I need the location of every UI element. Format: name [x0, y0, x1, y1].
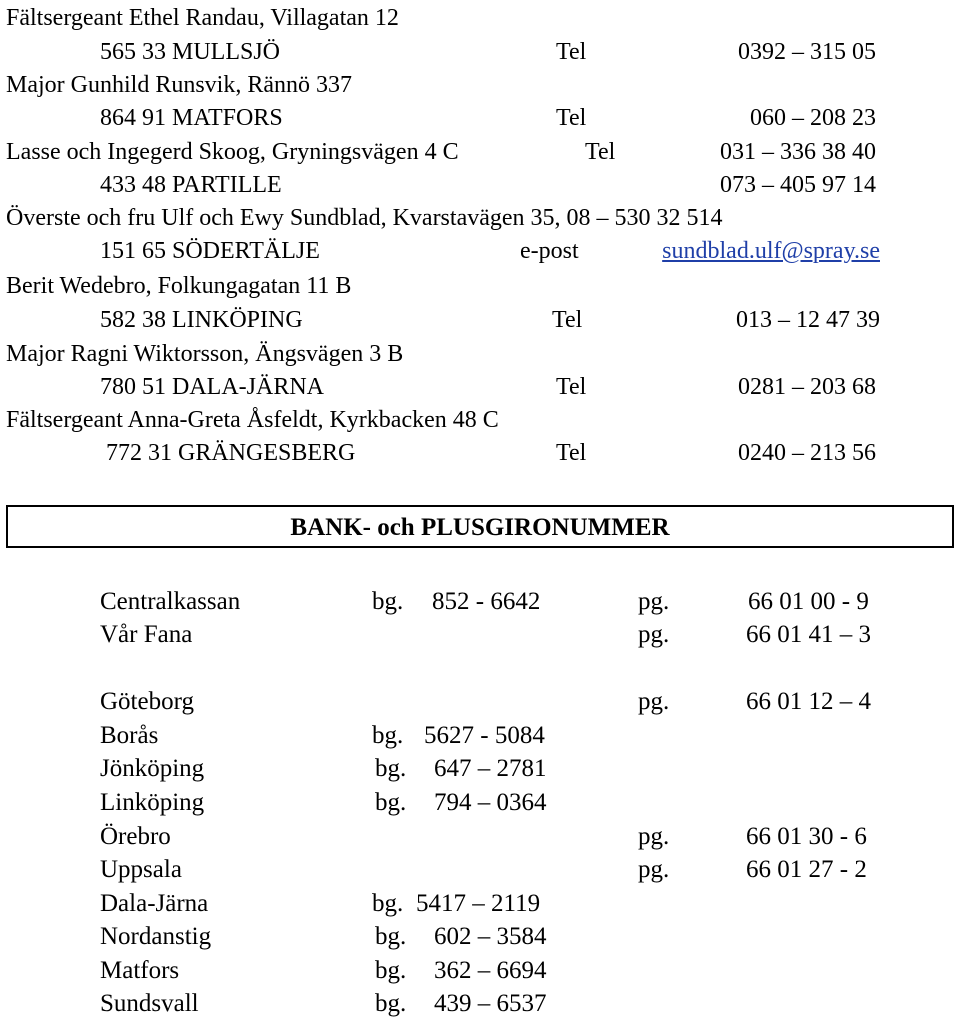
contact-phone-label: Tel	[556, 440, 587, 466]
bankgiro-label: bg.	[372, 722, 404, 749]
bankgiro-number: 5627 - 5084	[424, 722, 545, 749]
contact-phone: 0392 – 315 05	[738, 39, 876, 65]
contact-name-line: Berit Wedebro, Folkungagatan 11 B	[6, 273, 352, 299]
bankgiro-number: 794 – 0364	[434, 789, 547, 816]
contact-postal: 780 51 DALA-JÄRNA	[100, 374, 324, 400]
contact-email-label: e-post	[520, 238, 579, 264]
contact-postal: 433 48 PARTILLE	[100, 172, 282, 198]
account-name: Linköping	[100, 789, 205, 816]
bankgiro-number: 852 - 6642	[432, 588, 541, 615]
section-banner	[6, 505, 954, 548]
bankgiro-label: bg.	[375, 957, 407, 984]
account-name: Örebro	[100, 823, 171, 850]
contact-mobile: 073 – 405 97 14	[720, 172, 876, 198]
contact-name-line: Major Ragni Wiktorsson, Ängsvägen 3 B	[6, 341, 404, 367]
plusgiro-number: 66 01 27 - 2	[746, 856, 867, 883]
contact-postal: 772 31 GRÄNGESBERG	[106, 440, 356, 466]
bankgiro-label: bg.	[375, 755, 407, 782]
contact-postal: 565 33 MULLSJÖ	[100, 39, 281, 65]
contact-phone-label: Tel	[556, 105, 587, 131]
contact-phone: 013 – 12 47 39	[736, 307, 880, 333]
bankgiro-label: bg.	[375, 923, 407, 950]
plusgiro-number: 66 01 41 – 3	[746, 621, 871, 648]
bankgiro-number: 362 – 6694	[434, 957, 547, 984]
account-name: Uppsala	[100, 856, 182, 883]
contact-name-line: Överste och fru Ulf och Ewy Sundblad, Kvarstavägen 35, 08 – 530 32 514	[6, 205, 723, 231]
contact-phone: 0281 – 203 68	[738, 374, 876, 400]
contact-phone-label: Tel	[552, 307, 583, 333]
contact-phone: 0240 – 213 56	[738, 440, 876, 466]
contact-postal: 151 65 SÖDERTÄLJE	[100, 238, 320, 264]
account-name: Sundsvall	[100, 990, 199, 1017]
contact-phone-label: Tel	[556, 39, 587, 65]
contact-postal: 864 91 MATFORS	[100, 105, 283, 131]
bankgiro-number: 647 – 2781	[434, 755, 547, 782]
contact-phone-label: Tel	[556, 374, 587, 400]
plusgiro-number: 66 01 30 - 6	[746, 823, 867, 850]
contact-name-line: Lasse och Ingegerd Skoog, Gryningsvägen 4 C	[6, 139, 459, 165]
account-name: Göteborg	[100, 688, 194, 715]
contact-name-line: Fältsergeant Anna-Greta Åsfeldt, Kyrkbacken 48 C	[6, 407, 499, 433]
bankgiro-label: bg.	[372, 890, 404, 917]
bankgiro-label: bg.	[375, 789, 407, 816]
account-name: Centralkassan	[100, 588, 241, 615]
account-name: Jönköping	[100, 755, 205, 782]
plusgiro-label: pg.	[638, 823, 670, 850]
contact-name-line: Major Gunhild Runsvik, Rännö 337	[6, 72, 352, 98]
account-name: Dala-Järna	[100, 890, 209, 917]
bankgiro-label: bg.	[372, 588, 404, 615]
plusgiro-label: pg.	[638, 621, 670, 648]
section-title: BANK- och PLUSGIRONUMMER	[290, 514, 670, 541]
plusgiro-number: 66 01 00 - 9	[748, 588, 869, 615]
bankgiro-number: 439 – 6537	[434, 990, 547, 1017]
contact-postal: 582 38 LINKÖPING	[100, 307, 303, 333]
account-name: Borås	[100, 722, 159, 749]
plusgiro-number: 66 01 12 – 4	[746, 688, 871, 715]
bankgiro-label: bg.	[375, 990, 407, 1017]
account-name: Vår Fana	[100, 621, 193, 648]
plusgiro-label: pg.	[638, 688, 670, 715]
account-name: Matfors	[100, 957, 180, 984]
bankgiro-number: 5417 – 2119	[416, 890, 541, 917]
plusgiro-label: pg.	[638, 856, 670, 883]
contact-phone-label: Tel	[585, 139, 616, 165]
bankgiro-number: 602 – 3584	[434, 923, 547, 950]
email-link[interactable]: sundblad.ulf@spray.se	[662, 238, 880, 264]
contact-phone: 060 – 208 23	[750, 105, 876, 131]
account-name: Nordanstig	[100, 923, 212, 950]
contact-name-line: Fältsergeant Ethel Randau, Villagatan 12	[6, 5, 399, 31]
contact-phone: 031 – 336 38 40	[720, 139, 876, 165]
plusgiro-label: pg.	[638, 588, 670, 615]
